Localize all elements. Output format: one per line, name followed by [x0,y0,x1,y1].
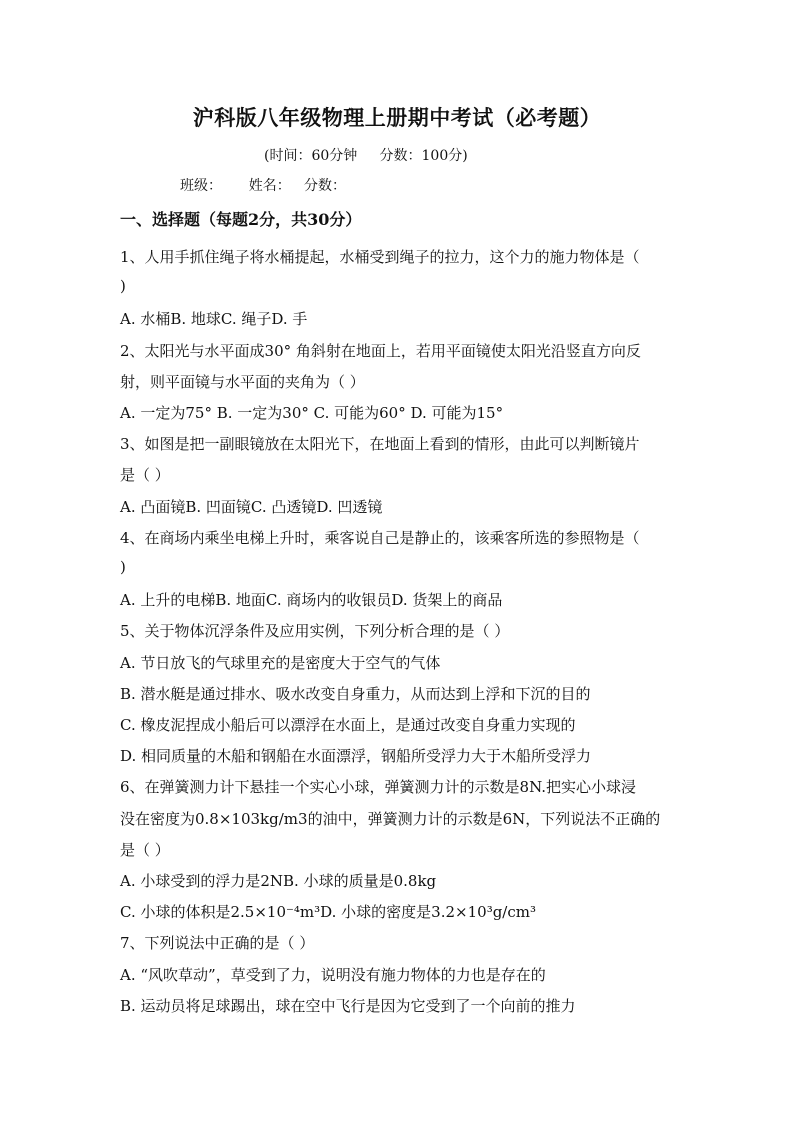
option-line: A. 节日放飞的气球里充的是密度大于空气的气体 [120,654,441,672]
question-line: 7、下列说法中正确的是（ ） [120,934,315,952]
question-line: ) [120,558,126,576]
question-line: 没在密度为0.8×103kg/m3的油中，弹簧测力计的示数是6N，下列说法不正确的 [120,810,661,828]
section-heading-choice: 一、选择题（每题2分，共30分） [120,210,362,229]
option-line: A. 一定为75° B. 一定为30° C. 可能为60° D. 可能为15° [120,404,504,422]
option-line: A. 凸面镜B. 凹面镜C. 凸透镜D. 凹透镜 [120,498,383,516]
exam-title: 沪科版八年级物理上册期中考试（必考题） [192,105,602,130]
question-line: 射，则平面镜与水平面的夹角为（ ） [120,373,365,391]
question-line: 5、关于物体沉浮条件及应用实例，下列分析合理的是（ ） [120,622,510,640]
question-line: 3、如图是把一副眼镜放在太阳光下，在地面上看到的情形，由此可以判断镜片 [120,435,640,453]
option-line: C. 橡皮泥捏成小船后可以漂浮在水面上，是通过改变自身重力实现的 [120,716,576,734]
option-line: D. 相同质量的木船和钢船在水面漂浮，钢船所受浮力大于木船所受浮力 [120,747,592,765]
option-line: A. 水桶B. 地球C. 绳子D. 手 [120,310,308,328]
question-line: 2、太阳光与水平面成30° 角斜射在地面上，若用平面镜使太阳光沿竖直方向反 [120,342,641,360]
option-line: A. 小球受到的浮力是2NB. 小球的质量是0.8kg [120,872,437,890]
student-info-line: 班级： 姓名： 分数： [180,178,347,194]
question-line: 是（ ） [120,841,170,859]
option-line: A. 上升的电梯B. 地面C. 商场内的收银员D. 货架上的商品 [120,591,503,609]
question-line: ) [120,277,126,295]
question-line: 4、在商场内乘坐电梯上升时，乘客说自己是静止的，该乘客所选的参照物是（ [120,529,640,547]
option-line: A. “风吹草动”，草受到了力，说明没有施力物体的力也是存在的 [120,966,546,984]
option-line: C. 小球的体积是2.5×10⁻⁴m³D. 小球的密度是3.2×10³g/cm³ [120,903,537,921]
question-line: 是（ ） [120,466,170,484]
option-line: B. 潜水艇是通过排水、吸水改变自身重力，从而达到上浮和下沉的目的 [120,685,591,703]
question-line: 6、在弹簧测力计下悬挂一个实心小球，弹簧测力计的示数是8N.把实心小球浸 [120,778,637,796]
option-line: B. 运动员将足球踢出，球在空中飞行是因为它受到了一个向前的推力 [120,997,576,1015]
question-line: 1、人用手抓住绳子将水桶提起，水桶受到绳子的拉力，这个力的施力物体是（ [120,248,640,266]
exam-time-score: (时间：60分钟 分数：100分) [264,148,468,164]
